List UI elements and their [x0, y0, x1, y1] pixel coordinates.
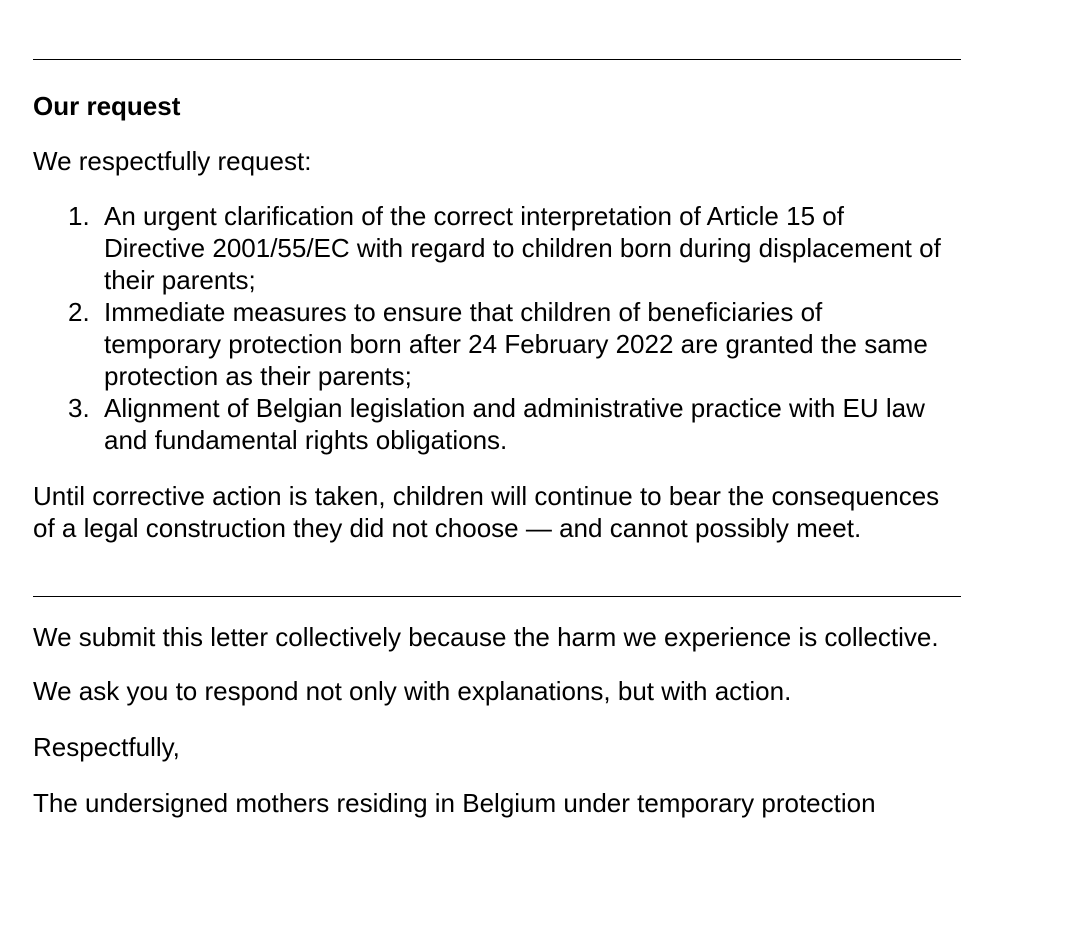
section-heading: Our request [33, 91, 181, 121]
list-number: 1. [68, 201, 90, 231]
closing-paragraph: Until corrective action is taken, children will continue to bear the consequences of a legal construction they did not choose — and cannot possibly meet. [33, 481, 940, 543]
list-item [68, 392, 961, 456]
signature-line: The undersigned mothers residing in Belgium under temporary protection [33, 788, 876, 818]
collective-paragraph: We submit this letter collectively because the harm we experience is collective. [33, 622, 939, 652]
list-item [68, 296, 961, 392]
intro-text: We respectfully request: [33, 146, 312, 176]
section-divider [33, 596, 961, 597]
list-item-text: Alignment of Belgian legislation and administrative practice with EU law and fundamental rights obligations. [104, 393, 925, 455]
letter-page [33, 0, 961, 819]
list-item-text: Immediate measures to ensure that children of beneficiaries of temporary protection born after 24 February 2022 are granted the same protection as their parents; [104, 297, 928, 391]
list-item [68, 200, 961, 296]
list-number: 2. [68, 297, 90, 327]
top-divider [33, 59, 961, 60]
list-number: 3. [68, 393, 90, 423]
list-item-text: An urgent clarification of the correct interpretation of Article 15 of Directive 2001/55/EC with regard to children born during displacement of their parents; [104, 201, 941, 295]
ask-paragraph: We ask you to respond not only with explanations, but with action. [33, 676, 792, 706]
valediction: Respectfully, [33, 732, 180, 762]
request-list [33, 200, 961, 456]
